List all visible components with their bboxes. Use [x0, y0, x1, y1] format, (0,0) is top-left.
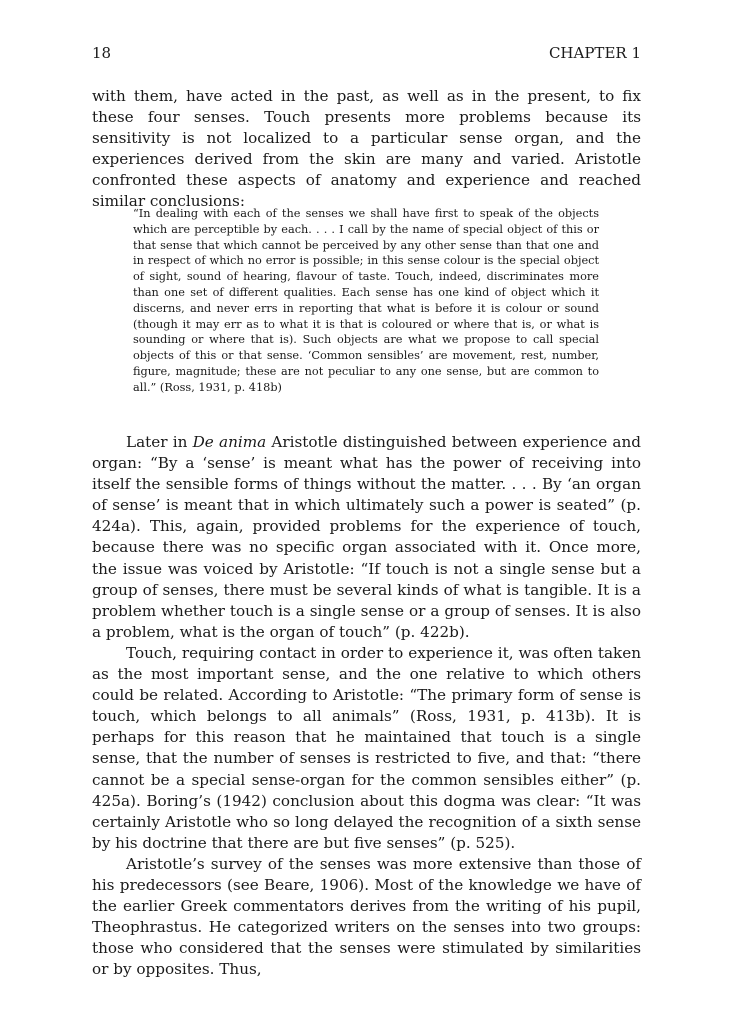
paragraph-survey: Aristotle’s survey of the senses was more extensive than those of his predecessors (see Beare, 1906). Most of the knowledge we have of the earlier Greek commentators derives from the writing of his pupil, Theophrastus. He categorized writers on the senses into two groups: those who considered that the senses were stimulated by similarities or by opposites. Thus, [92, 854, 641, 979]
paragraph-de-anima-rest: Aristotle distinguished between experience and organ: “By a ‘sense’ is meant what has the power of receiving into itself the sensible forms of things without the matter. . . . By ‘an organ of sense’ is meant that in which ultimately such a power is seated” (p. 424a). This, again, provided problems for the experience of touch, because there was no specific organ associated with it. Once more, the issue was voiced by Aristotle: “If touch is not a single sense but a group of senses, there must be several kinds of what is tangible. It is a problem whether touch is a single sense or a group of senses. It is also a problem, what is the organ of touch” (p. 422b). [92, 433, 641, 641]
text-column-top [92, 86, 641, 213]
paragraph-de-anima-lead: Later in [126, 433, 193, 451]
paragraph-touch: Touch, requiring contact in order to experience it, was often taken as the most important sense, and the one relative to which others could be related. According to Aristotle: “The primary form of sense is touch, which belongs to all animals” (Ross, 1931, p. 413b). It is perhaps for this reason that he maintained that touch is a single sense, that the number of senses is restricted to five, and that: “there cannot be a special sense-organ for the common sensibles either” (p. 425a). Boring’s (1942) conclusion about this dogma was clear: “It was certainly Aristotle who so long delayed the recognition of a sixth sense by his doctrine that there are but five senses” (p. 525). [92, 643, 641, 852]
block-quote: “In dealing with each of the senses we shall have first to speak of the objects which are perceptible by each. . . . I call by the name of special object of this or that sense that which cannot be perceived by any other sense than that one and in respect of which no error is possible; in this sense colour is the special object of sight, sound of hearing, flavour of taste. Touch, indeed, discriminates more than one set of different qualities. Each sense has one kind of object which it discerns, and never errs in reporting that what is before it is colour or sound (though it may err as to what it is that is coloured or where that is, or what is sounding or where that is). Such objects are what we propose to call special objects of this or that sense. ‘Common sensibles’ are movement, rest, number, figure, magnitude; these are not peculiar to any one sense, but are common to all.” (Ross, 1931, p. 418b) [133, 207, 599, 394]
paragraph-opening: with them, have acted in the past, as well as in the present, to fix these four senses. Touch presents more problems because its sensitivity is not localized to a particular sense organ, and the experiences derived from the skin are many and varied. Aristotle confronted these aspects of anatomy and experience and reached similar conclusions: [92, 87, 641, 211]
chapter-title: CHAPTER 1 [548, 44, 641, 62]
work-title-de-anima: De anima [192, 433, 267, 451]
page-number: 18 [92, 44, 112, 62]
running-head [92, 44, 641, 62]
paragraph-de-anima [92, 432, 641, 643]
text-column-main [92, 432, 641, 980]
